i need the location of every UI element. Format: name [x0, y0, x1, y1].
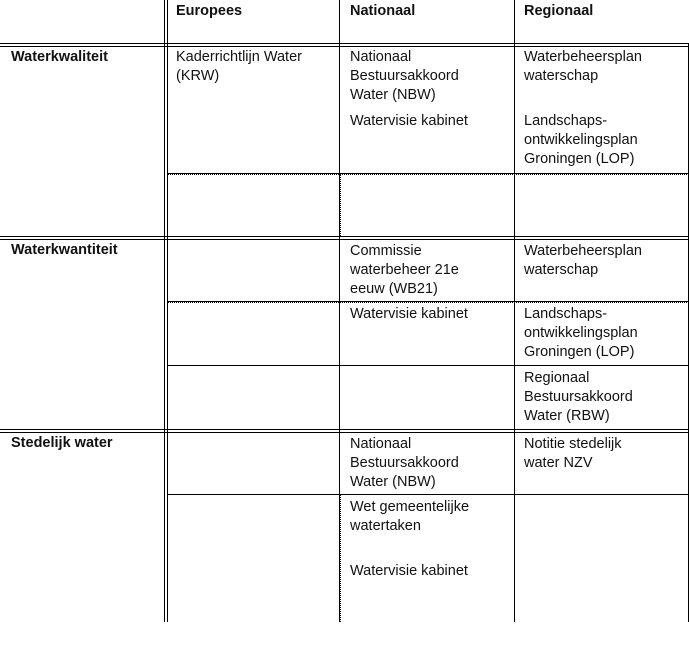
- cell-kwaliteit-regionaal-1: Waterbeheersplan waterschap: [524, 49, 642, 84]
- cell-kwantiteit-regionaal-2: Landschaps- ontwikkelingsplan Groningen (LOP): [524, 306, 638, 360]
- divider-kwantiteit-b: [0, 239, 689, 240]
- cell-kwaliteit-nationaal-1: Nationaal Bestuursakkoord Water (NBW): [350, 49, 459, 103]
- cell-kwantiteit-regionaal-1: Waterbeheersplan waterschap: [524, 243, 642, 278]
- cell-stedelijk-regionaal-1: Notitie stedelijk water NZV: [524, 436, 622, 471]
- cell-stedelijk-nationaal-3: Watervisie kabinet: [350, 563, 468, 579]
- cell-kwaliteit-regionaal-2: Landschaps- ontwikkelingsplan Groningen (LOP): [524, 113, 638, 167]
- cell-kwaliteit-europees: Kaderrichtlijn Water (KRW): [176, 49, 302, 84]
- divider-header-b: [0, 46, 689, 47]
- divider-stedelijk-inner: [168, 494, 689, 495]
- divider-col1-b: [167, 0, 168, 622]
- dotted-divider-kwaliteit-col2: [340, 174, 341, 236]
- row-label-stedelijk-water: Stedelijk water: [11, 435, 113, 451]
- dotted-divider-kwantiteit: [168, 302, 689, 303]
- cell-kwantiteit-regionaal-3: Regionaal Bestuursakkoord Water (RBW): [524, 370, 633, 424]
- divider-stedelijk-b: [0, 432, 689, 433]
- dotted-divider-stedelijk-col2: [340, 495, 341, 622]
- divider-kwantiteit-a: [0, 236, 689, 237]
- cell-kwantiteit-nationaal-1: Commissie waterbeheer 21e eeuw (WB21): [350, 243, 459, 297]
- row-label-waterkwantiteit: Waterkwantiteit: [11, 242, 118, 258]
- cell-stedelijk-nationaal-2: Wet gemeentelijke watertaken: [350, 499, 470, 534]
- dotted-divider-kwaliteit: [168, 174, 689, 175]
- cell-stedelijk-nationaal-1: Nationaal Bestuursakkoord Water (NBW): [350, 436, 459, 490]
- cell-kwaliteit-nationaal-2: Watervisie kabinet: [350, 113, 468, 129]
- divider-header-a: [0, 43, 689, 44]
- divider-kwantiteit-inner2: [168, 365, 689, 366]
- header-nationaal: Nationaal: [350, 3, 416, 19]
- row-label-waterkwaliteit: Waterkwaliteit: [11, 49, 108, 65]
- divider-col3: [514, 0, 515, 622]
- header-regionaal: Regionaal: [524, 3, 594, 19]
- divider-col1-a: [164, 0, 165, 622]
- header-europees: Europees: [176, 3, 243, 19]
- divider-stedelijk-a: [0, 429, 689, 430]
- cell-kwantiteit-nationaal-2: Watervisie kabinet: [350, 306, 468, 322]
